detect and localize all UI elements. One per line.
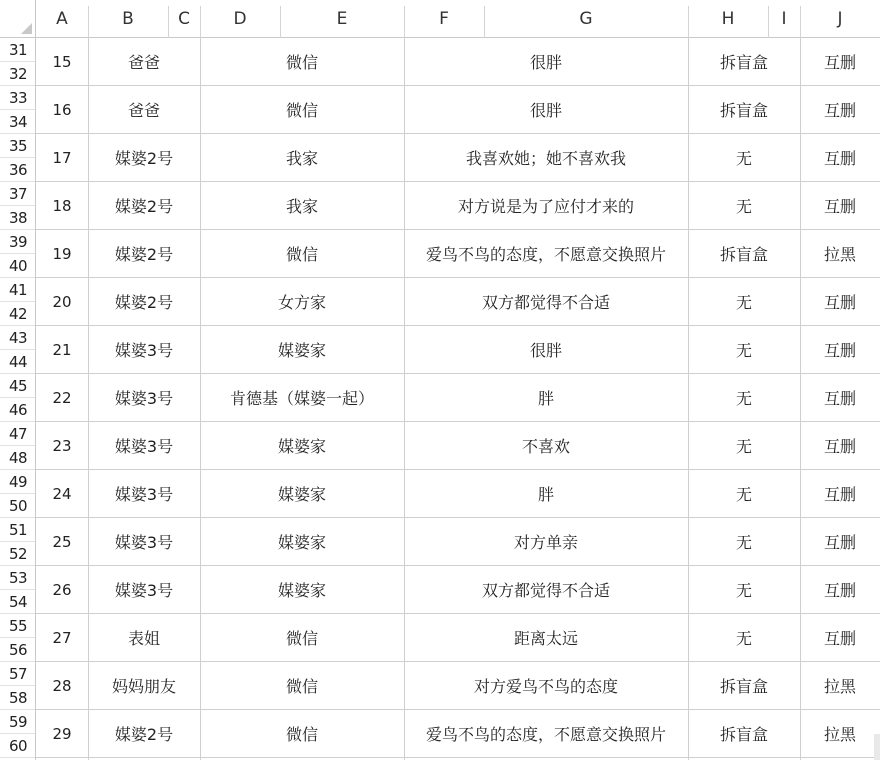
column-header-e[interactable]: E [280,0,404,38]
cell-no[interactable]: 15 [52,52,72,71]
cell-no[interactable]: 17 [52,148,72,167]
select-all-triangle-icon [21,23,32,34]
row-header-divider [0,757,36,758]
row-header-36[interactable]: 36 [8,161,28,179]
row-header-40[interactable]: 40 [8,257,28,275]
cell-result[interactable]: 拉黑 [823,725,856,744]
column-separator[interactable] [404,6,405,38]
cell-who[interactable]: 媒婆2号 [114,149,174,168]
column-separator[interactable] [200,6,201,38]
cell-gift[interactable]: 无 [735,581,752,600]
cell-result[interactable]: 互删 [823,149,856,168]
row-header-47[interactable]: 47 [8,425,28,443]
row-header-39[interactable]: 39 [8,233,28,251]
row-header-52[interactable]: 52 [8,545,28,563]
cell-no[interactable]: 22 [52,388,72,407]
row-header-56[interactable]: 56 [8,641,28,659]
cell-place[interactable]: 肯德基（媒婆一起） [229,389,374,408]
column-separator[interactable] [800,6,801,38]
cell-who[interactable]: 爸爸 [127,53,160,72]
column-header-j[interactable]: J [800,0,880,38]
cell-reason[interactable]: 对方单亲 [513,533,578,552]
cell-no[interactable]: 20 [52,292,72,311]
cell-reason[interactable]: 双方都觉得不合适 [481,581,610,600]
cell-result[interactable]: 互删 [823,629,856,648]
cell-who[interactable]: 媒婆2号 [114,197,174,216]
cell-result[interactable]: 互删 [823,341,856,360]
cell-result[interactable]: 互删 [823,437,856,456]
cell-no[interactable]: 26 [52,580,72,599]
select-all-corner[interactable] [0,0,36,38]
grid-horizontal-line [36,757,880,758]
column-separator[interactable] [280,6,281,38]
cell-gift[interactable]: 拆盲盒 [719,677,768,696]
cell-gift[interactable]: 无 [735,341,752,360]
column-separator[interactable] [88,6,89,38]
cell-no[interactable]: 24 [52,484,72,503]
column-header-h[interactable]: H [688,0,768,38]
cell-place[interactable]: 媒婆家 [277,437,326,456]
cell-place[interactable]: 媒婆家 [277,581,326,600]
cell-reason[interactable]: 距离太远 [513,629,578,648]
cell-reason[interactable]: 不喜欢 [521,437,570,456]
cell-result[interactable]: 互删 [823,389,856,408]
row-header-38[interactable]: 38 [8,209,28,227]
cell-result[interactable]: 互删 [823,197,856,216]
cell-no[interactable]: 27 [52,628,72,647]
cell-place[interactable]: 我家 [285,149,318,168]
cell-who[interactable]: 媒婆3号 [114,389,174,408]
cell-reason[interactable]: 爱鸟不鸟的态度，不愿意交换照片 [425,725,666,744]
cell-place[interactable]: 微信 [285,53,318,72]
row-header-46[interactable]: 46 [8,401,28,419]
cell-gift[interactable]: 拆盲盒 [719,245,768,264]
cell-reason[interactable]: 我喜欢她；她不喜欢我 [465,149,626,168]
row-header-41[interactable]: 41 [8,281,28,299]
cell-result[interactable]: 互删 [823,485,856,504]
cell-who[interactable]: 媒婆2号 [114,245,174,264]
row-header-42[interactable]: 42 [8,305,28,323]
cell-no[interactable]: 25 [52,532,72,551]
cell-gift[interactable]: 无 [735,389,752,408]
row-header-49[interactable]: 49 [8,473,28,491]
scroll-handle[interactable] [874,734,880,760]
cell-gift[interactable]: 拆盲盒 [719,101,768,120]
cell-place[interactable]: 微信 [285,725,318,744]
cell-no[interactable]: 23 [52,436,72,455]
cell-reason[interactable]: 对方爱鸟不鸟的态度 [473,677,618,696]
cell-who[interactable]: 妈妈朋友 [111,677,176,696]
cell-result[interactable]: 互删 [823,581,856,600]
cell-place[interactable]: 媒婆家 [277,341,326,360]
column-header-a[interactable]: A [36,0,88,38]
cell-who[interactable]: 媒婆3号 [114,581,174,600]
cell-result[interactable]: 互删 [823,101,856,120]
cell-place[interactable]: 微信 [285,245,318,264]
row-header-35[interactable]: 35 [8,137,28,155]
cell-reason[interactable]: 很胖 [529,53,562,72]
column-header-i[interactable]: I [768,0,800,38]
column-header-g[interactable]: G [484,0,688,38]
cell-result[interactable]: 拉黑 [823,677,856,696]
row-header-48[interactable]: 48 [8,449,28,467]
cell-place[interactable]: 微信 [285,677,318,696]
column-separator[interactable] [168,6,169,38]
cell-who[interactable]: 媒婆2号 [114,725,174,744]
cell-who[interactable]: 媒婆2号 [114,293,174,312]
column-header-c[interactable]: C [168,0,200,38]
cell-gift[interactable]: 无 [735,533,752,552]
cell-no[interactable]: 29 [52,724,72,743]
column-separator[interactable] [768,6,769,38]
column-header-b[interactable]: B [88,0,168,38]
cell-gift[interactable]: 无 [735,437,752,456]
column-separator[interactable] [484,6,485,38]
cell-no[interactable]: 16 [52,100,72,119]
cell-who[interactable]: 媒婆3号 [114,533,174,552]
row-header-53[interactable]: 53 [8,569,28,587]
cell-place[interactable]: 媒婆家 [277,485,326,504]
row-header-59[interactable]: 59 [8,713,28,731]
row-header-37[interactable]: 37 [8,185,28,203]
row-header-44[interactable]: 44 [8,353,28,371]
row-header-60[interactable]: 60 [8,737,28,755]
row-header-55[interactable]: 55 [8,617,28,635]
column-header-d[interactable]: D [200,0,280,38]
cell-gift[interactable]: 无 [735,293,752,312]
row-header-43[interactable]: 43 [8,329,28,347]
cell-reason[interactable]: 很胖 [529,341,562,360]
cell-result[interactable]: 拉黑 [823,245,856,264]
cell-no[interactable]: 21 [52,340,72,359]
cell-who[interactable]: 媒婆3号 [114,341,174,360]
cell-gift[interactable]: 拆盲盒 [719,53,768,72]
cell-gift[interactable]: 无 [735,485,752,504]
cell-no[interactable]: 28 [52,676,72,695]
cell-place[interactable]: 女方家 [277,293,326,312]
cell-who[interactable]: 媒婆3号 [114,485,174,504]
cell-reason[interactable]: 胖 [537,485,554,504]
row-header-45[interactable]: 45 [8,377,28,395]
cell-reason[interactable]: 对方说是为了应付才来的 [457,197,634,216]
cell-reason[interactable]: 胖 [537,389,554,408]
cell-gift[interactable]: 拆盲盒 [719,725,768,744]
column-header-f[interactable]: F [404,0,484,38]
cell-no[interactable]: 19 [52,244,72,263]
cell-gift[interactable]: 无 [735,197,752,216]
cell-result[interactable]: 互删 [823,533,856,552]
cell-who[interactable]: 表姐 [127,629,160,648]
cell-reason[interactable]: 很胖 [529,101,562,120]
cell-reason[interactable]: 爱鸟不鸟的态度，不愿意交换照片 [425,245,666,264]
row-header-51[interactable]: 51 [8,521,28,539]
cell-place[interactable]: 微信 [285,629,318,648]
row-header-33[interactable]: 33 [8,89,28,107]
row-header-50[interactable]: 50 [8,497,28,515]
row-header-54[interactable]: 54 [8,593,28,611]
cell-place[interactable]: 媒婆家 [277,533,326,552]
cell-result[interactable]: 互删 [823,53,856,72]
cell-place[interactable]: 我家 [285,197,318,216]
column-separator[interactable] [688,6,689,38]
cell-who[interactable]: 爸爸 [127,101,160,120]
cell-place[interactable]: 微信 [285,101,318,120]
cell-gift[interactable]: 无 [735,629,752,648]
cell-gift[interactable]: 无 [735,149,752,168]
row-header-58[interactable]: 58 [8,689,28,707]
row-header-31[interactable]: 31 [8,41,28,59]
cell-no[interactable]: 18 [52,196,72,215]
row-header-57[interactable]: 57 [8,665,28,683]
row-header-34[interactable]: 34 [8,113,28,131]
cell-who[interactable]: 媒婆3号 [114,437,174,456]
row-header-32[interactable]: 32 [8,65,28,83]
cell-reason[interactable]: 双方都觉得不合适 [481,293,610,312]
cell-result[interactable]: 互删 [823,293,856,312]
